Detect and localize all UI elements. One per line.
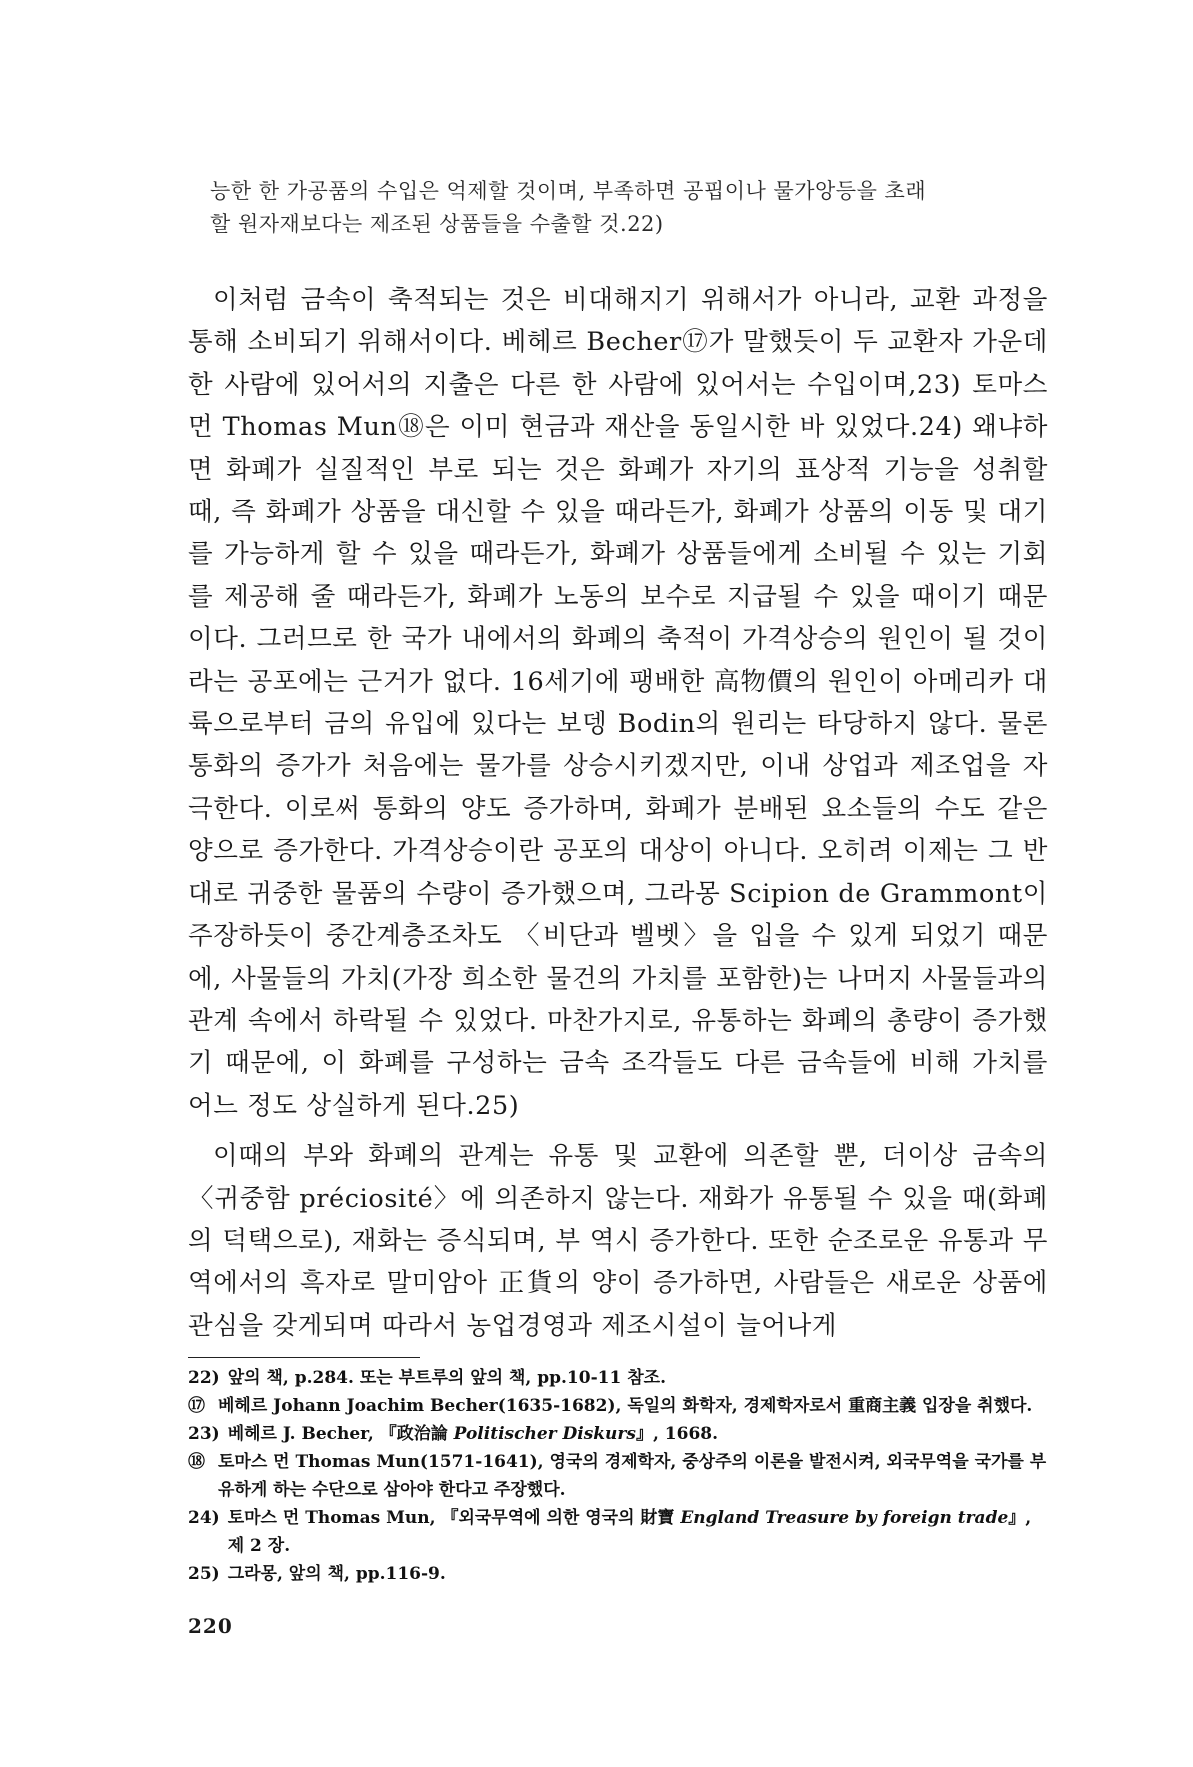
- footnote: [188, 1392, 1048, 1420]
- footnote-text-part: 베헤르 J. Becher, 『政治論: [227, 1424, 454, 1445]
- footnote-divider: [188, 1357, 420, 1358]
- footnote-text-part: 』, 1668.: [635, 1424, 719, 1445]
- paragraph: 이때의 부와 화폐의 관계는 유통 및 교환에 의존할 뿐, 더이상 금속의 〈귀중함 préciosité〉에 의존하지 않는다. 재화가 유통될 수 있을 때(화폐의 덕택으로), 재화는 증식되며, 부 역시 증가한다. 또한 순조로운 유통과 무역에서의 흑자로 말미암아 正貨의 양이 증가하면, 사람들은 새로운 상품에 관심을 갖게되며 따라서 농업경영과 제조시설이 늘어나게: [188, 1141, 1048, 1341]
- footnote-text: 그라몽, 앞의 책, pp.116-9.: [227, 1564, 446, 1585]
- footnote-text: 앞의 책, p.284. 또는 부트루의 앞의 책, pp.10-11 참조.: [227, 1368, 666, 1389]
- body-text: [188, 279, 1048, 1347]
- footnote-text: [228, 1420, 1048, 1448]
- footnote-mark: ⑰: [188, 1396, 205, 1417]
- footnote-text-part: 』, 제 2 장.: [227, 1508, 1032, 1557]
- book-title: Politischer Diskurs: [453, 1424, 636, 1445]
- footnote: [188, 1420, 1048, 1448]
- footnote-mark: 23): [188, 1424, 220, 1445]
- block-quote: [210, 175, 1048, 241]
- footnote: [188, 1364, 1048, 1392]
- page-content: [188, 175, 1048, 1588]
- footnote: [188, 1448, 1048, 1504]
- footnote-text-part: 토마스 먼 Thomas Mun, 『외국무역에 의한 영국의 財寶: [227, 1508, 681, 1529]
- footnotes: [188, 1364, 1048, 1588]
- quote-line: 능한 한 가공품의 수입은 억제할 것이며, 부족하면 공핍이나 물가앙등을 초래: [210, 179, 927, 203]
- footnote-mark: 25): [188, 1564, 220, 1585]
- book-title: England Treasure by foreign trade: [680, 1508, 1009, 1529]
- footnote-text: 베헤르 Johann Joachim Becher(1635-1682), 독일의 화학자, 경제학자로서 重商主義 입장을 취했다.: [218, 1396, 1033, 1417]
- quote-line: 할 원자재보다는 제조된 상품들을 수출할 것.22): [210, 212, 664, 236]
- footnote: [188, 1560, 1048, 1588]
- page-number: 220: [188, 1614, 233, 1638]
- footnote: [188, 1504, 1048, 1560]
- footnote-text: [228, 1504, 1048, 1560]
- footnote-mark: 24): [188, 1508, 220, 1529]
- footnote-text: 토마스 먼 Thomas Mun(1571-1641), 영국의 경제학자, 중상주의 이론을 발전시켜, 외국무역을 국가를 부유하게 하는 수단으로 삼아야 한다고 주장했다.: [218, 1452, 1047, 1501]
- footnote-mark: 22): [188, 1368, 220, 1389]
- footnote-mark: ⑱: [188, 1452, 205, 1473]
- paragraph: 이처럼 금속이 축적되는 것은 비대해지기 위해서가 아니라, 교환 과정을 통해 소비되기 위해서이다. 베헤르 Becher⑰가 말했듯이 두 교환자 가운데 한 사람에 있어서의 지출은 다른 한 사람에 있어서는 수입이며,23) 토마스 먼 Thomas Mun⑱은 이미 현금과 재산을 동일시한 바 있었다.24) 왜냐하면 화폐가 실질적인 부로 되는 것은 화폐가 자기의 표상적 기능을 성취할 때, 즉 화폐가 상품을 대신할 수 있을 때라든가, 화폐가 상품의 이동 및 대기를 가능하게 할 수 있을 때라든가, 화폐가 상품들에게 소비될 수 있는 기회를 제공해 줄 때라든가, 화폐가 노동의 보수로 지급될 수 있을 때이기 때문이다. 그러므로 한 국가 내에서의 화폐의 축적이 가격상승의 원인이 될 것이라는 공포에는 근거가 없다. 16세기에 팽배한 高物價의 원인이 아메리카 대륙으로부터 금의 유입에 있다는 보뎅 Bodin의 원리는 타당하지 않다. 물론 통화의 증가가 처음에는 물가를 상승시키겠지만, 이내 상업과 제조업을 자극한다. 이로써 통화의 양도 증가하며, 화폐가 분배된 요소들의 수도 같은 양으로 증가한다. 가격상승이란 공포의 대상이 아니다. 오히려 이제는 그 반대로 귀중한 물품의 수량이 증가했으며, 그라몽 Scipion de Grammont이 주장하듯이 중간계층조차도 〈비단과 벨벳〉을 입을 수 있게 되었기 때문에, 사물들의 가치(가장 희소한 물건의 가치를 포함한)는 나머지 사물들과의 관계 속에서 하락될 수 있었다. 마찬가지로, 유통하는 화폐의 총량이 증가했기 때문에, 이 화폐를 구성하는 금속 조각들도 다른 금속들에 비해 가치를 어느 정도 상실하게 된다.25): [188, 285, 1048, 1121]
